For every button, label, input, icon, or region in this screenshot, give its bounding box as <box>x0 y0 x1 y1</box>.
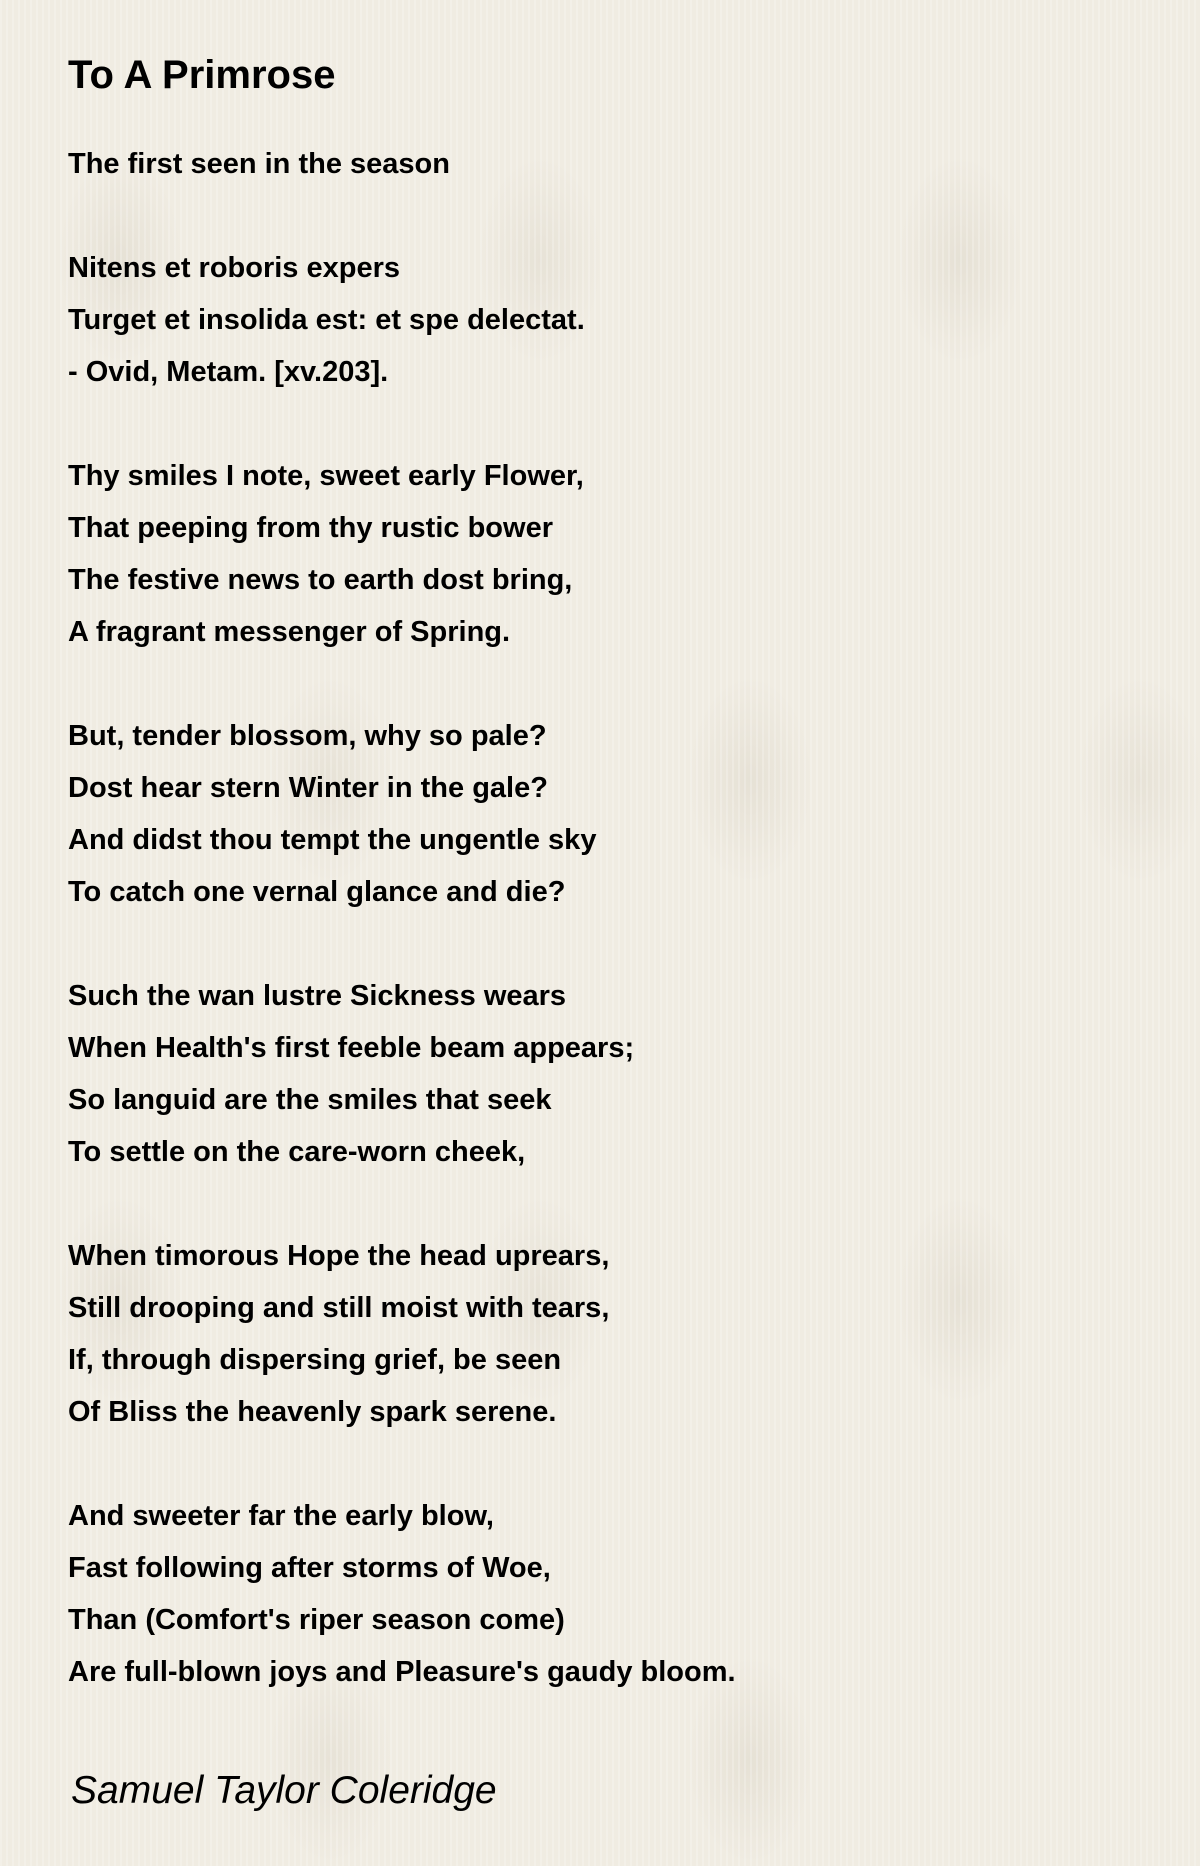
poem-body <box>68 50 1148 1750</box>
poem-author: Samuel Taylor Coleridge <box>71 1769 497 1812</box>
poem-subtitle: The first seen in the season <box>68 148 450 180</box>
poem-line: Are full-blown joys and Pleasure's gaudy bloom. <box>68 1656 736 1688</box>
poem-line: And didst thou tempt the ungentle sky <box>68 824 597 856</box>
poem-title: To A Primrose <box>68 53 336 97</box>
poem-line: If, through dispersing grief, be seen <box>68 1344 562 1376</box>
poem-line: When Health's first feeble beam appears; <box>68 1032 635 1064</box>
poem-line: Such the wan lustre Sickness wears <box>68 980 567 1012</box>
poem-line: Nitens et roboris expers <box>68 252 400 284</box>
poem-line: Still drooping and still moist with tears, <box>68 1292 610 1324</box>
stanza-1 <box>68 450 1148 658</box>
poem-line: Dost hear stern Winter in the gale? <box>68 772 548 804</box>
poem-line: Turget et insolida est: et spe delectat. <box>68 304 585 336</box>
poem-line: So languid are the smiles that seek <box>68 1084 552 1116</box>
poem-line: The festive news to earth dost bring, <box>68 564 573 596</box>
poem-line: That peeping from thy rustic bower <box>68 512 553 544</box>
poem-line: Than (Comfort's riper season come) <box>68 1604 565 1636</box>
stanza-3 <box>68 970 1148 1178</box>
stanza-4 <box>68 1230 1148 1438</box>
poem-line: And sweeter far the early blow, <box>68 1500 494 1532</box>
poem-line: Of Bliss the heavenly spark serene. <box>68 1396 557 1428</box>
poem-line: But, tender blossom, why so pale? <box>68 720 547 752</box>
poem-line: Thy smiles I note, sweet early Flower, <box>68 460 584 492</box>
poem-line: When timorous Hope the head uprears, <box>68 1240 610 1272</box>
stanza-epigraph <box>68 242 1148 398</box>
poem-line: To catch one vernal glance and die? <box>68 876 566 908</box>
poem-line: A fragrant messenger of Spring. <box>68 616 511 648</box>
stanza-5 <box>68 1490 1148 1698</box>
poem-line: - Ovid, Metam. [xv.203]. <box>68 356 389 388</box>
poem-line: Fast following after storms of Woe, <box>68 1552 551 1584</box>
poem-line: To settle on the care-worn cheek, <box>68 1136 526 1168</box>
stanza-2 <box>68 710 1148 918</box>
